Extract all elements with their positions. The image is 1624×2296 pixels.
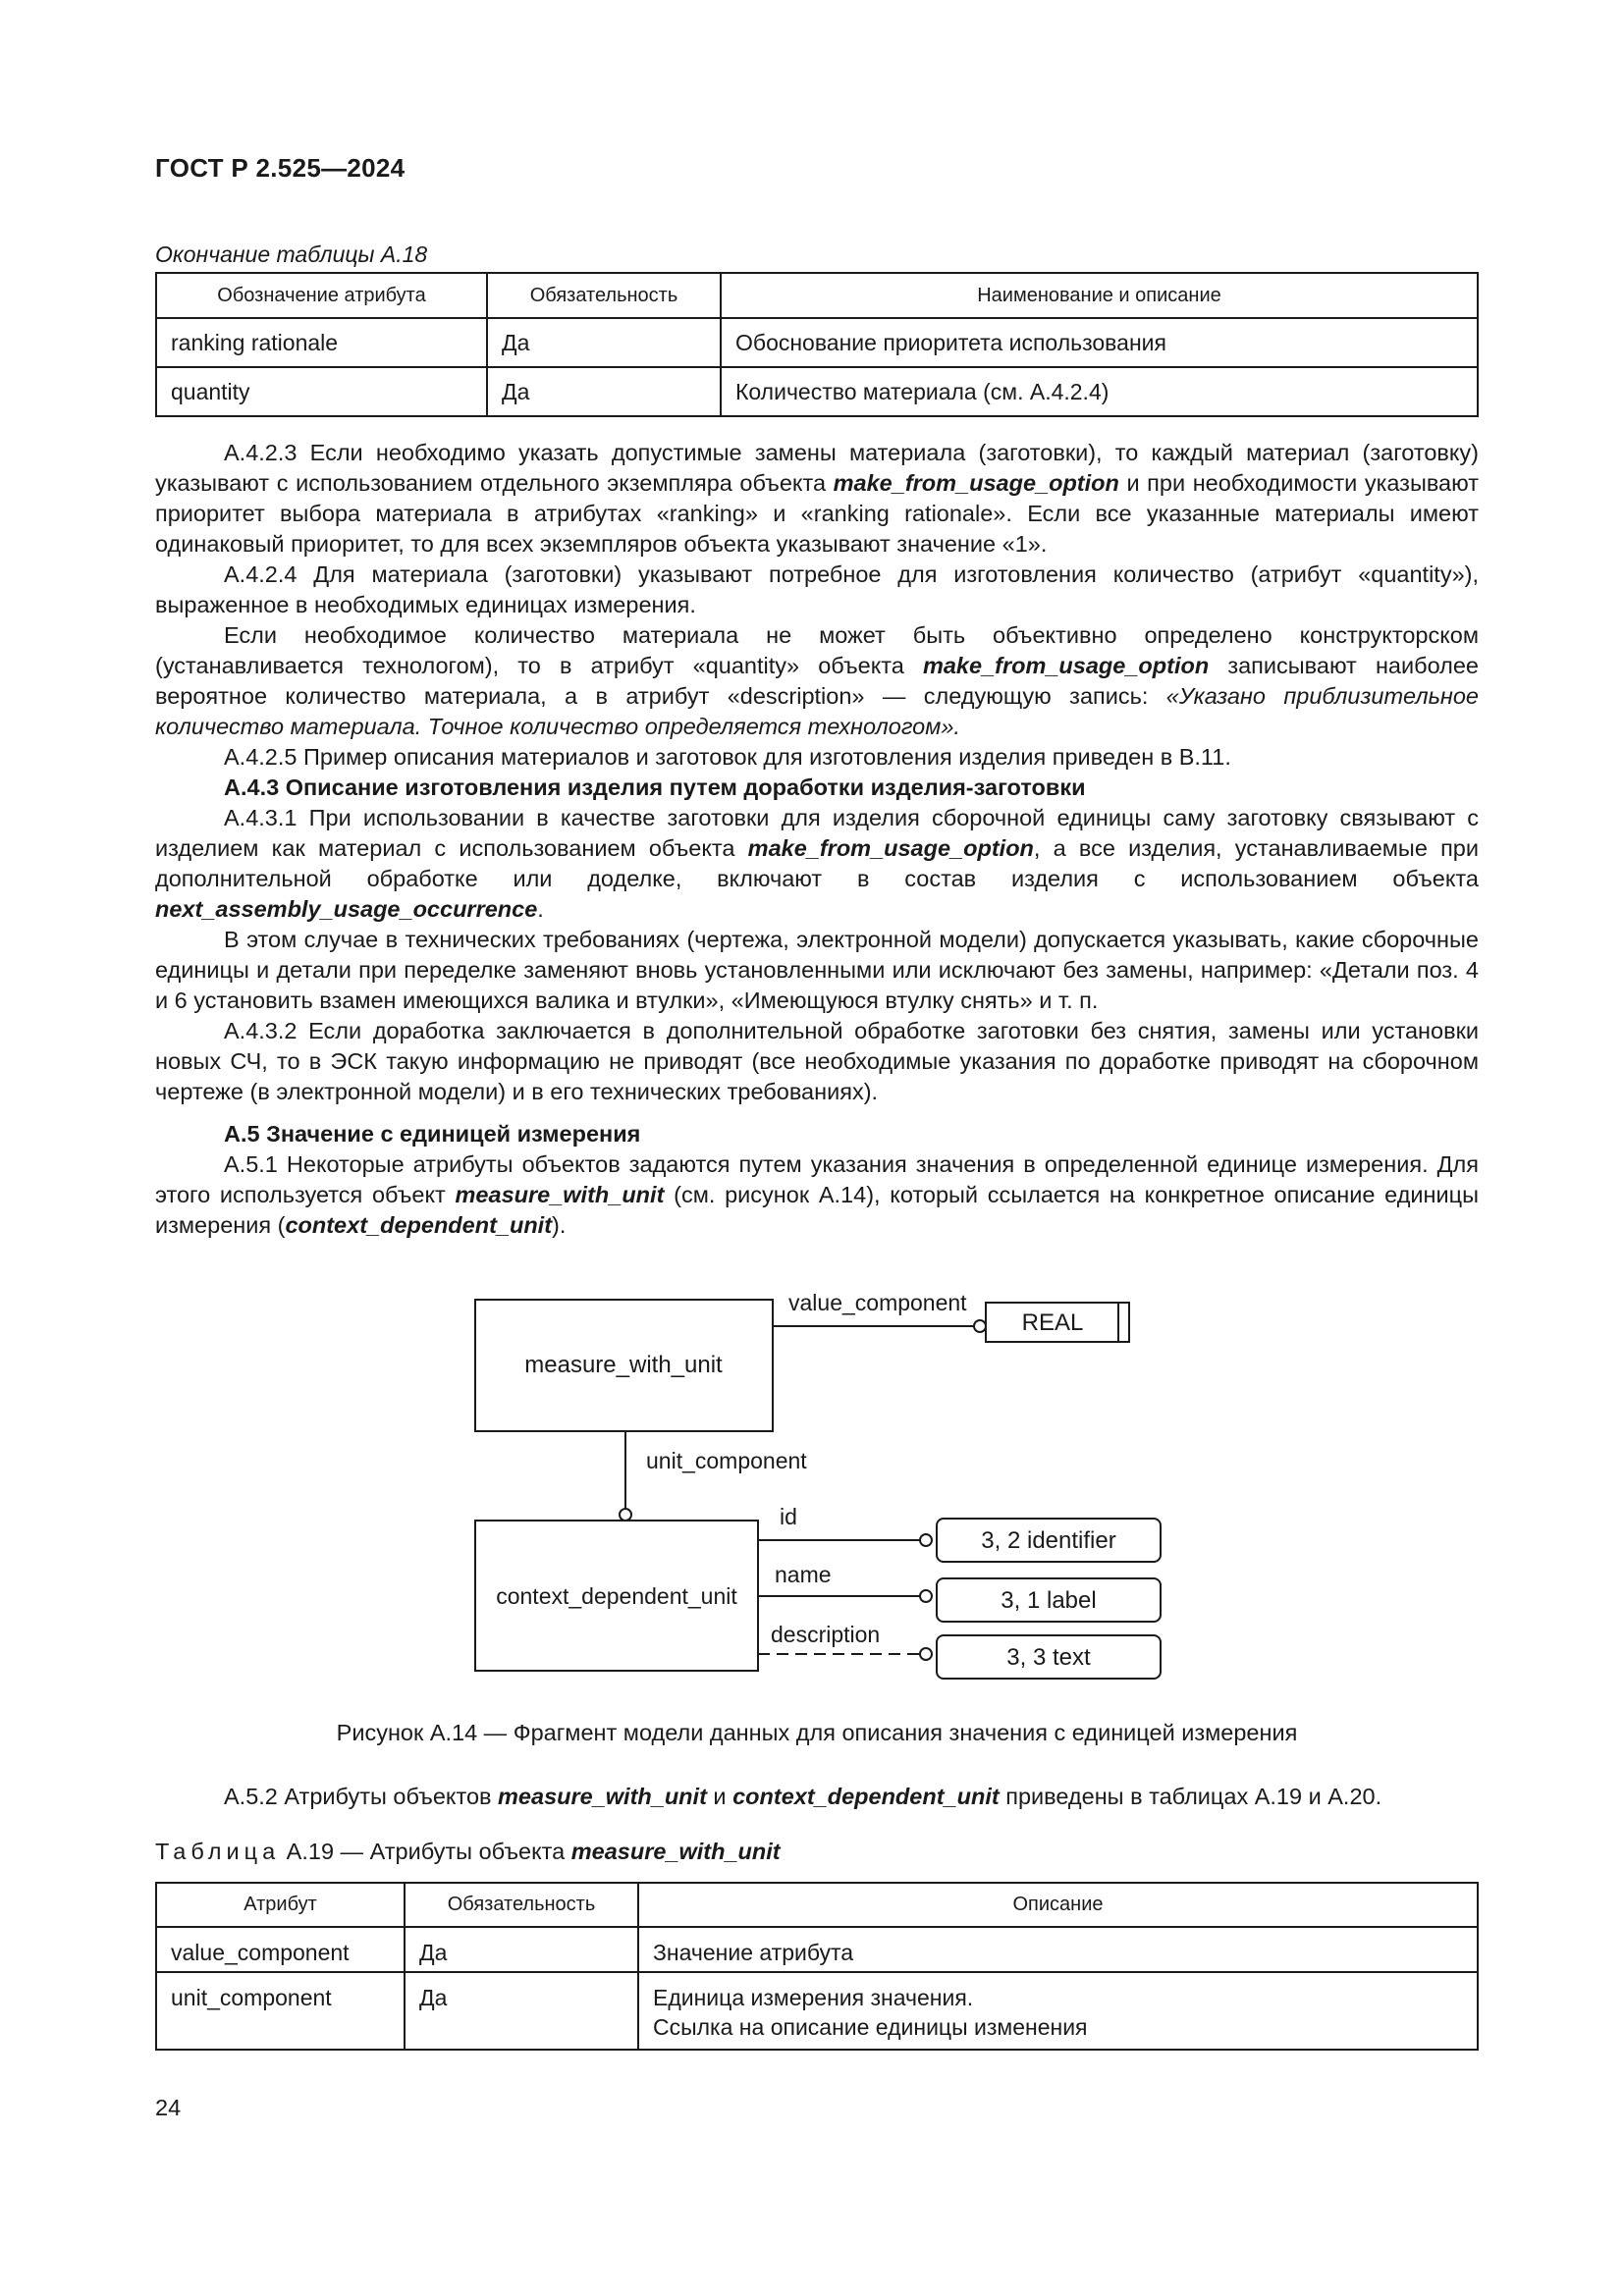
table-row [156, 1927, 1478, 1972]
table-cell: Да [487, 367, 721, 416]
table-cell: Да [405, 1972, 638, 2050]
column-header: Наименование и описание [721, 273, 1478, 318]
table-cell: Да [487, 318, 721, 367]
relation-end-circle [920, 1648, 932, 1660]
column-header: Атрибут [156, 1883, 405, 1927]
column-header: Описание [638, 1883, 1478, 1927]
entity-measure-with-unit [475, 1300, 773, 1431]
table-cell: ranking rationale [156, 318, 487, 367]
relation-end-circle [620, 1509, 631, 1521]
relation-label: id [780, 1504, 797, 1529]
table-a19 [155, 1882, 1479, 2051]
paragraph-a51: А.5.1 Некоторые атрибуты объектов задаются путем указания значения в определенной единице измерения. Для этого используется объект measure_with_unit (см. рисунок А.14), который ссылается на конкретное описание единицы измерения (context_dependent_unit). [155, 1151, 1479, 1238]
table-a18-caption: Окончание таблицы А.18 [155, 241, 428, 267]
paragraph-a424: А.4.2.4 Для материала (заготовки) указывают потребное для изготовления количество (атрибут «quantity»), выраженное в необходимых единицах измерения. [155, 561, 1479, 617]
type-label: 3, 2 identifier [981, 1527, 1116, 1554]
heading-a5: А.5 Значение с единицей измерения [224, 1121, 641, 1147]
relation-label: name [775, 1562, 832, 1587]
relation-label: value_component [788, 1290, 967, 1315]
table-cell: Значение атрибута [638, 1927, 1478, 1972]
relation-label: unit_component [646, 1448, 807, 1473]
body-text-block [155, 438, 1479, 1241]
type-box-text [937, 1635, 1161, 1679]
table-a19-title: Таблица А.19 — Атрибуты объекта measure_with_unit [155, 1839, 781, 1864]
paragraph-quantity: Если необходимое количество материала не может быть объективно определено конструкторском (устанавливается технологом), то в атрибут «quantity» объекта make_from_usage_option записывают наиболее вероятное количество материала, а в атрибут «description» — следующую запись: «Указано приблизительное количество материала. Точное количество определяется технологом». [155, 622, 1479, 739]
type-label: REAL [1021, 1309, 1084, 1336]
column-header: Обозначение атрибута [156, 273, 487, 318]
table-cell: value_component [156, 1927, 405, 1972]
table-cell: Да [405, 1927, 638, 1972]
table-cell: Количество материала (см. А.4.2.4) [721, 367, 1478, 416]
relation-end-circle [920, 1534, 932, 1546]
paragraph-a431: А.4.3.1 При использовании в качестве заготовки для изделия сборочной единицы саму заготовку связывают с изделием как материал с использованием объекта make_from_usage_option, а все изделия, устанавливаемые при дополнительной обработке или доделке, включают в состав изделия с использованием объекта next_assembly_usage_occurrence. [155, 805, 1479, 922]
table-cell: quantity [156, 367, 487, 416]
type-box-identifier [937, 1519, 1161, 1562]
heading-a43: А.4.3 Описание изготовления изделия путем доработки изделия-заготовки [224, 774, 1086, 800]
figure-caption: Рисунок А.14 — Фрагмент модели данных для описания значения с единицей измерения [336, 1720, 1298, 1745]
table-a18 [155, 272, 1479, 417]
paragraph-tech-requirements: В этом случае в технических требованиях (чертежа, электронной модели) допускается указывать, какие сборочные единицы и детали при переделке заменяют вновь установленными или исключают без замены, например: «Детали поз. 4 и 6 установить взамен имеющихся валика и втулки», «Имеющуюся втулку снять» и т. п. [155, 927, 1479, 1013]
paragraph-a425: А.4.2.5 Пример описания материалов и заготовок для изготовления изделия приведен в В.11. [224, 744, 1231, 770]
type-label: 3, 3 text [1006, 1644, 1091, 1671]
table-header-row [156, 273, 1478, 318]
table-cell: Единица измерения значения. Ссылка на описание единицы изменения [638, 1972, 1478, 2050]
paragraph-a432: А.4.3.2 Если доработка заключается в дополнительной обработке заготовки без снятия, замены или установки новых СЧ, то в ЭСК такую информацию не приводят (все необходимые указания по доработке приводят на сборочном чертеже (в электронной модели) и в его технических требованиях). [155, 1018, 1479, 1104]
entity-label: measure_with_unit [524, 1352, 723, 1378]
paragraph-a52: А.5.2 Атрибуты объектов measure_with_unit и context_dependent_unit приведены в таблицах А.19 и А.20. [224, 1784, 1382, 1809]
relation-label: description [771, 1622, 881, 1647]
entity-label: context_dependent_unit [496, 1583, 737, 1609]
relation-end-circle [974, 1320, 986, 1332]
table-row [156, 1972, 1478, 2050]
type-label: 3, 1 label [1001, 1587, 1097, 1614]
table-row [156, 367, 1478, 416]
paragraph-a423: А.4.2.3 Если необходимо указать допустимые замены материала (заготовки), то каждый материал (заготовку) указывают с использованием отдельного экземпляра объекта make_from_usage_option и при необходимости указывают приоритет выбора материала в атрибутах «ranking» и «ranking rationale». Если все указанные материалы имеют одинаковый приоритет, то для всех экземпляров объекта указывают значение «1». [155, 440, 1479, 557]
type-box-label [937, 1578, 1161, 1622]
column-header: Обязательность [487, 273, 721, 318]
type-box-real [986, 1303, 1129, 1342]
page-header: ГОСТ Р 2.525—2024 [155, 153, 406, 183]
page-number: 24 [155, 2095, 182, 2120]
table-header-row [156, 1883, 1478, 1927]
table-cell: unit_component [156, 1972, 405, 2050]
column-header: Обязательность [405, 1883, 638, 1927]
table-cell: Обоснование приоритета использования [721, 318, 1478, 367]
table-row [156, 318, 1478, 367]
entity-context-dependent-unit [475, 1521, 758, 1671]
relation-end-circle [920, 1590, 932, 1602]
